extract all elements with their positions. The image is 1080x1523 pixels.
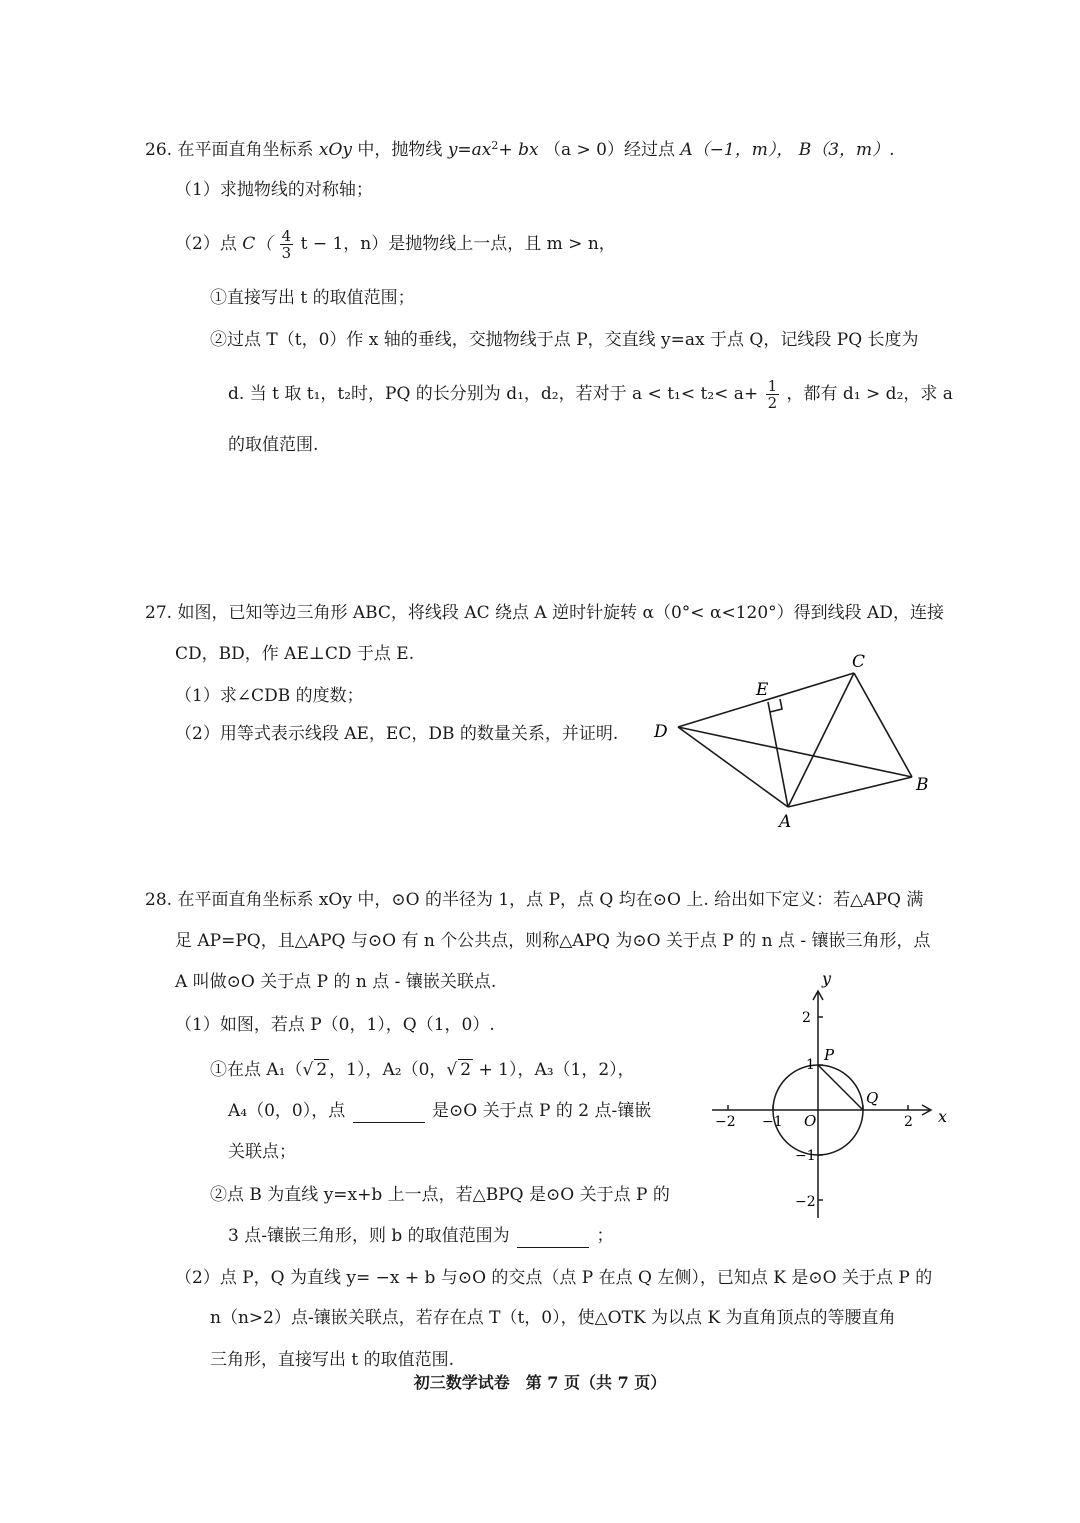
q27-line1: 27. 如图，已知等边三角形 ABC，将线段 AC 绕点 A 逆时针旋转 α（0°< α<120°）得到线段 AD，连接 [145,603,944,623]
q28-part2-line1: （2）点 P，Q 为直线 y= −x + b 与⊙O 的交点（点 P 在点 Q 左侧），已知点 K 是⊙O 关于点 P 的 [175,1268,933,1288]
label-P: P [824,1046,835,1064]
origin-label: O [804,1112,817,1130]
q26-line1: 26. 在平面直角坐标系 xOy 中，抛物线 $y=ax^2+$ bx （a > 0）经过点 A（−1，m）， B（3，m）. [145,139,895,160]
q28-sub1-line1: ①在点 A₁（√ 2 ，1），A₂（0，√ 2 + 1），A₃（1，2）， [210,1060,635,1080]
q28-line1: 28. 在平面直角坐标系 xOy 中，⊙O 的半径为 1，点 P，点 Q 均在⊙O 上. 给出如下定义：若△APQ 满 [145,890,924,910]
label-E: E [756,680,769,700]
q26-sub2-line3: 的取值范围. [228,435,319,455]
segment-AC [788,673,854,807]
segment-AB [788,777,912,807]
q27-line2: CD，BD，作 AE⊥CD 于点 E. [175,644,415,664]
q27-part1: （1）求∠CDB 的度数； [175,686,364,706]
tick-y-1: 1 [806,1057,815,1073]
q28-part2-line2: n（n>2）点-镶嵌关联点，若存在点 T（t，0），使△OTK 为以点 K 为直角顶点的等腰直角 [210,1308,896,1328]
q26-part1: （1）求抛物线的对称轴； [175,180,373,200]
q28-sub2-line1: ②点 B 为直线 y=x+b 上一点，若△BPQ 是⊙O 关于点 P 的 [210,1185,670,1205]
q27-part2: （2）用等式表示线段 AE，EC，DB 的数量关系，并证明. [175,724,619,744]
answer-blank-1[interactable] [353,1104,425,1123]
segment-DB [678,727,912,777]
q28-sub2-line2: 3 点-镶嵌三角形，则 b 的取值范围为 ； [228,1226,614,1246]
label-B: B [916,775,929,795]
segment-DA [678,727,788,807]
q28-line2: 足 AP=PQ，且△APQ 与⊙O 有 n 个公共点，则称△APQ 为⊙O 关于点 P 的 n 点 - 镶嵌三角形，点 [175,931,931,951]
page-footer: 初三数学试卷 第 7 页（共 7 页） [413,1373,667,1392]
x-axis-label: x [938,1107,948,1126]
q28-part2-line3: 三角形，直接写出 t 的取值范围. [210,1350,455,1370]
right-angle-mark [770,699,782,712]
x-arrow [922,1105,931,1115]
q26-part2: （2）点 C（ $\frac{4}{3}$ t − 1，n）是抛物线上一点，且 m > n， [175,226,616,262]
tick-x-neg1: −1 [762,1114,783,1130]
q26-sub1: ①直接写出 t 的取值范围； [210,288,415,308]
segment-CB [854,673,912,777]
fraction-4-3: $\frac{4}{3}$ [281,226,292,262]
segment-AE [768,702,788,807]
unit-circle [773,1065,863,1155]
tick-x-neg2: −2 [715,1114,736,1130]
segment-DC [678,673,854,727]
tick-y-neg1: −1 [795,1148,816,1164]
q26-sub2-line1: ②过点 T（t，0）作 x 轴的垂线，交抛物线于点 P，交直线 y=ax 于点 Q，记线段 PQ 长度为 [210,330,919,350]
fraction-1-2: $\frac{1}{2}$ [767,376,778,412]
segment-PQ [818,1065,863,1110]
q28-sub1-line3: 关联点； [228,1142,296,1162]
answer-blank-2[interactable] [517,1229,589,1248]
label-Q: Q [866,1089,879,1107]
q28-line3: A 叫做⊙O 关于点 P 的 n 点 - 镶嵌关联点. [175,972,497,992]
y-arrow [813,991,823,1000]
label-C: C [852,652,866,672]
tick-x-2: 2 [904,1114,913,1130]
tick-y-2: 2 [802,1010,811,1026]
y-axis-label: y [822,969,832,988]
label-D: D [654,722,668,742]
tick-y-neg2: −2 [795,1194,816,1210]
label-A: A [779,812,792,832]
q28-part1: （1）如图，若点 P（0，1），Q（1，0）. [175,1015,495,1035]
q26-sub2-line2: d. 当 t 取 t₁，t₂时，PQ 的长分别为 d₁，d₂，若对于 a < t₁< t₂< a+ $\frac{1}{2}$ ，都有 d₁ > d₂，求 a [228,376,953,412]
q28-sub1-line2: A₄（0，0），点 是⊙O 关于点 P 的 2 点-镶嵌 [228,1101,652,1121]
